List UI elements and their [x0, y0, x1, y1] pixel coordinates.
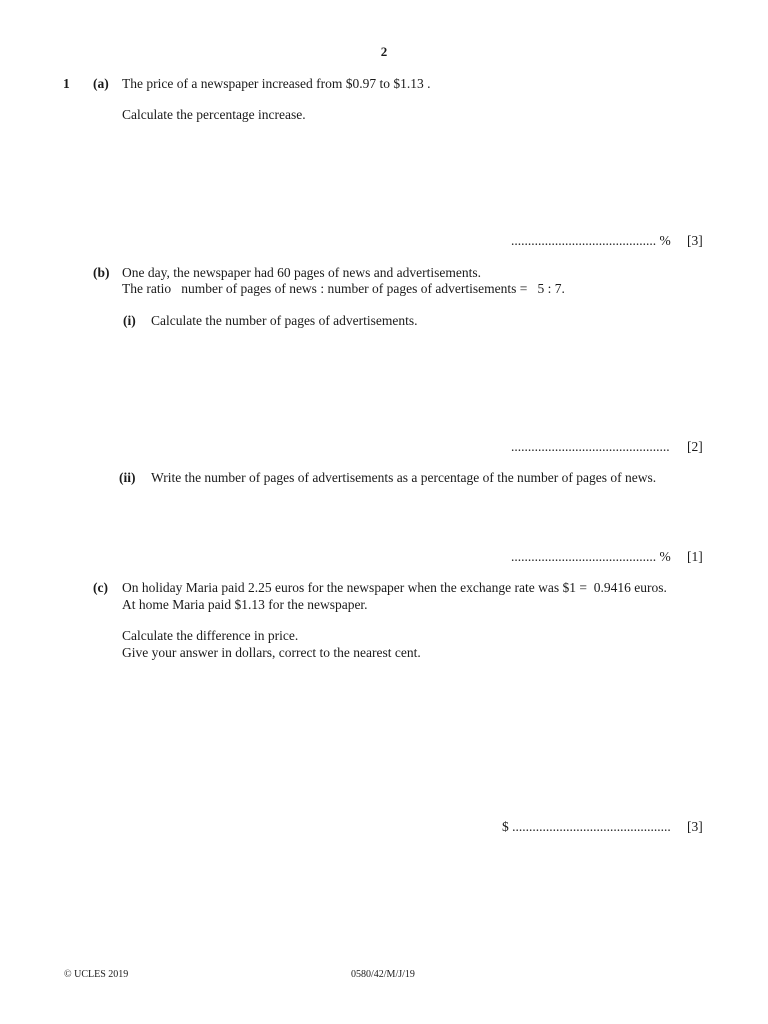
- part-b-i-text: Calculate the number of pages of advertisements.: [151, 313, 418, 328]
- part-c-label: (c): [93, 580, 108, 595]
- part-b-i-answer-line[interactable]: ...............................................: [511, 439, 670, 454]
- part-a-text: The price of a newspaper increased from $0.97 to $1.13 .: [122, 76, 431, 91]
- part-c-marks: [3]: [687, 819, 703, 834]
- page-number: 2: [380, 44, 388, 59]
- part-b-ii-answer-line[interactable]: ........................................... %: [511, 549, 671, 564]
- part-b-label: (b): [93, 265, 110, 280]
- part-b-ii-text: Write the number of pages of advertisements as a percentage of the number of pages of news.: [151, 470, 657, 485]
- part-b-ratio-text: The ratio number of pages of news : number of pages of advertisements = 5 : 7.: [122, 281, 565, 296]
- part-c-answer-line[interactable]: $ ...............................................: [502, 819, 671, 834]
- part-b-i-label: (i): [123, 313, 136, 328]
- part-b-text-1: One day, the newspaper had 60 pages of news and advertisements.: [122, 265, 482, 280]
- part-a-marks: [3]: [687, 233, 703, 248]
- part-c-text-2: At home Maria paid $1.13 for the newspaper.: [122, 597, 368, 612]
- part-c-text-1: On holiday Maria paid 2.25 euros for the newspaper when the exchange rate was $1 = 0.9416 euros.: [122, 580, 667, 595]
- part-b-ii-label: (ii): [119, 470, 136, 485]
- footer-copyright: © UCLES 2019: [64, 969, 129, 980]
- question-number: 1: [63, 76, 70, 91]
- part-b-i-marks: [2]: [687, 439, 703, 454]
- part-a-label: (a): [93, 76, 109, 91]
- part-a-instruction: Calculate the percentage increase.: [122, 107, 306, 122]
- part-a-answer-line[interactable]: ........................................... %: [511, 233, 671, 248]
- part-c-instruction-1: Calculate the difference in price.: [122, 628, 299, 643]
- part-b-ii-marks: [1]: [687, 549, 703, 564]
- part-c-instruction-2: Give your answer in dollars, correct to the nearest cent.: [122, 645, 421, 660]
- footer-paper-code: 0580/42/M/J/19: [351, 969, 415, 980]
